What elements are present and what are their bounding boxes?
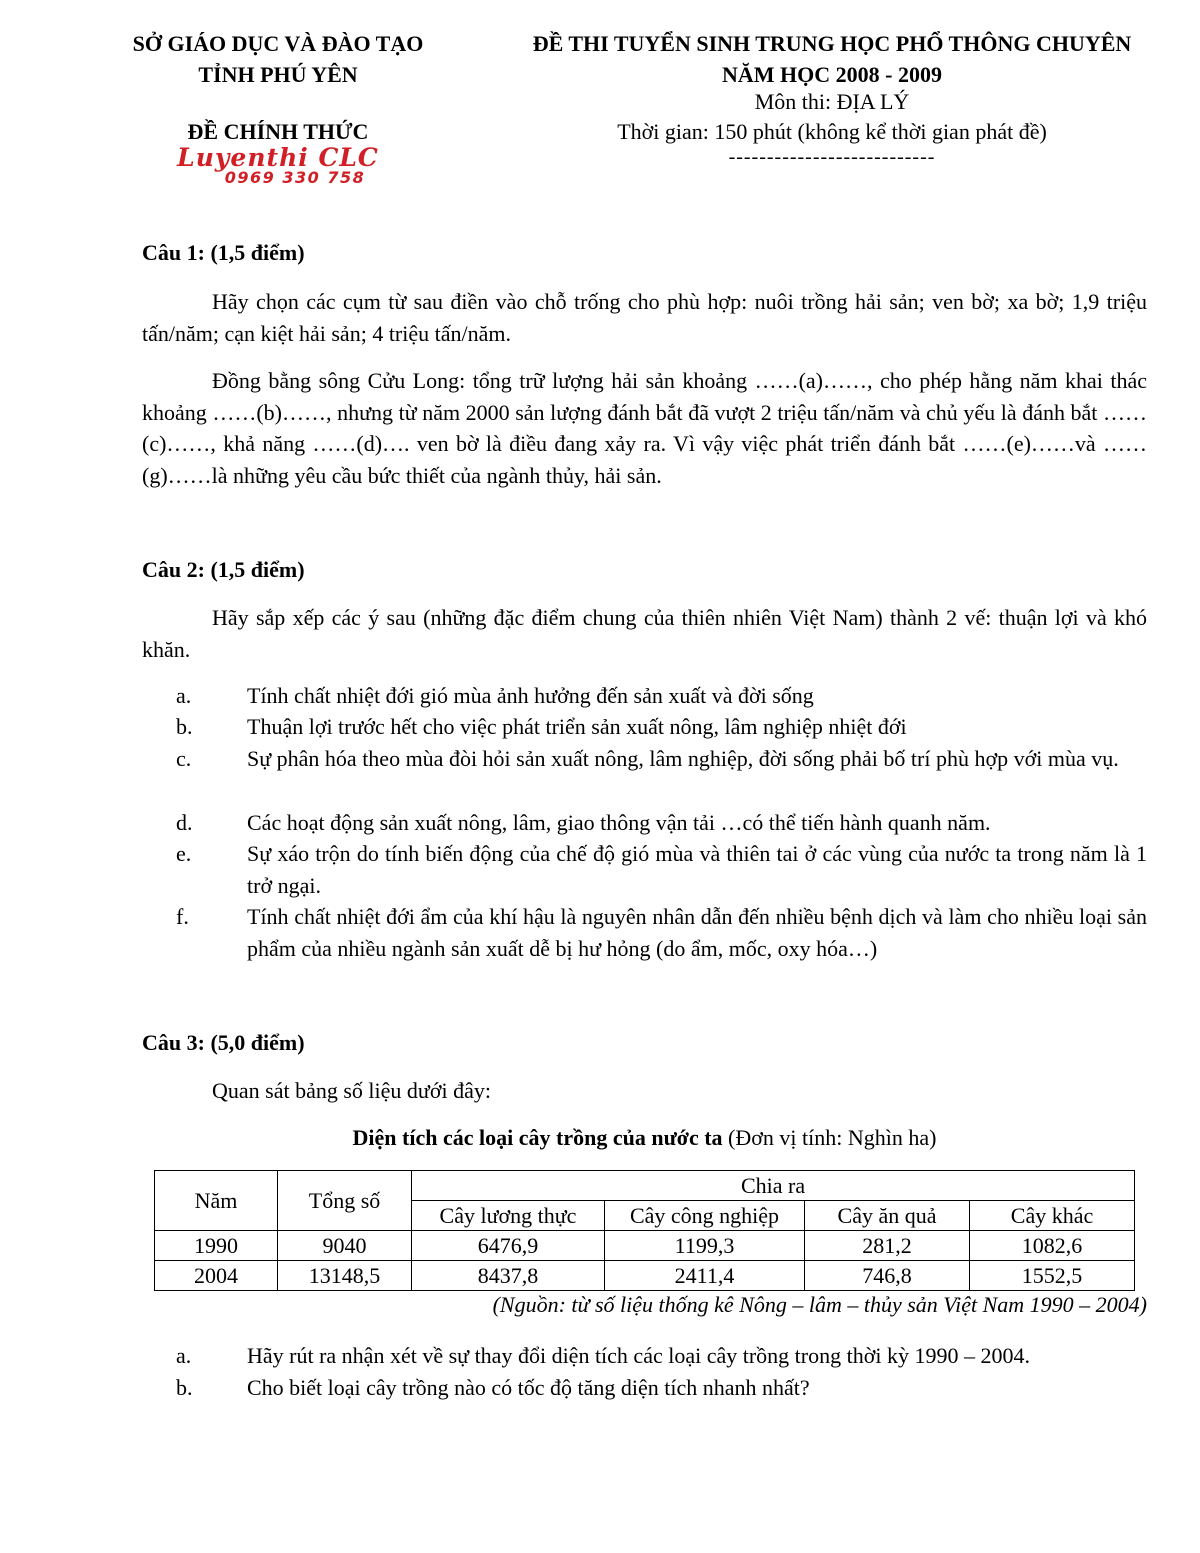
item-text: Thuận lợi trước hết cho việc phát triển sản xuất nông, lâm nghiệp nhiệt đới	[247, 714, 907, 739]
question-2-title: Câu 2: (1,5 điểm)	[142, 557, 305, 582]
item-label: b.	[176, 1375, 193, 1400]
table-cell: 1199,3	[605, 1231, 805, 1261]
question-2-instruction	[142, 602, 1147, 665]
item-label: a.	[176, 683, 192, 708]
item-label: e.	[176, 841, 192, 866]
item-label: d.	[176, 810, 193, 835]
table-row	[155, 1231, 1135, 1261]
item-text: Tính chất nhiệt đới ẩm của khí hậu là nguyên nhân dẫn đến nhiều bệnh dịch và làm cho nhiều loại sản phẩm của nhiều ngành sản xuất dễ bị hư hỏng (do ẩm, mốc, oxy hóa…)	[247, 904, 1147, 961]
table-cell: 1082,6	[970, 1231, 1135, 1261]
crop-area-table	[154, 1170, 1135, 1291]
question-1-title: Câu 1: (1,5 điểm)	[142, 240, 305, 265]
table-caption-title: Diện tích các loại cây trồng của nước ta	[352, 1125, 723, 1150]
item-text: Các hoạt động sản xuất nông, lâm, giao thông vận tải …có thể tiến hành quanh năm.	[247, 810, 991, 835]
column-group-header: Chia ra	[412, 1171, 1135, 1201]
column-header-year: Năm	[155, 1171, 278, 1231]
table-cell: 281,2	[805, 1231, 970, 1261]
header-divider: ---------------------------	[728, 146, 936, 168]
table-cell: 1990	[155, 1231, 278, 1261]
item-text: Sự phân hóa theo mùa đòi hỏi sản xuất nông, lâm nghiệp, đời sống phải bố trí phù hợp với mùa vụ.	[247, 746, 1119, 771]
school-year: NĂM HỌC 2008 - 2009	[722, 62, 942, 87]
item-label: b.	[176, 714, 193, 739]
question-3-instruction: Quan sát bảng số liệu dưới đây:	[212, 1078, 491, 1103]
question-3-title: Câu 3: (5,0 điểm)	[142, 1030, 305, 1055]
exam-subject: Môn thi: ĐỊA LÝ	[754, 89, 910, 114]
column-header-fruit-trees: Cây ăn quả	[805, 1201, 970, 1231]
item-label: f.	[176, 904, 189, 929]
table-cell: 1552,5	[970, 1261, 1135, 1291]
question-1-passage	[142, 365, 1147, 491]
item-text: Sự xáo trộn do tính biến động của chế độ gió mùa và thiên tai ở các vùng của nước ta trong năm là 1 trở ngại.	[247, 841, 1147, 898]
question-1-instruction-text: Hãy chọn các cụm từ sau điền vào chỗ trống cho phù hợp: nuôi trồng hải sản; ven bờ; xa bờ; 1,9 triệu tấn/năm; cạn kiệt hải sản; 4 triệu tấn/năm.	[142, 289, 1147, 346]
logo-phone: 0969 330 758	[224, 168, 366, 187]
column-header-total: Tổng số	[278, 1171, 412, 1231]
table-cell: 13148,5	[278, 1261, 412, 1291]
item-text: Tính chất nhiệt đới gió mùa ảnh hưởng đến sản xuất và đời sống	[247, 683, 814, 708]
table-header-row	[155, 1171, 1135, 1201]
exam-title: ĐỀ THI TUYỂN SINH TRUNG HỌC PHỔ THÔNG CHUYÊN	[532, 31, 1132, 56]
table-caption-unit: (Đơn vị tính: Nghìn ha)	[722, 1125, 937, 1150]
item-text: Hãy rút ra nhận xét về sự thay đổi diện tích các loại cây trồng trong thời kỳ 1990 – 2004.	[247, 1343, 1030, 1368]
column-header-other-crops: Cây khác	[970, 1201, 1135, 1231]
table-cell: 6476,9	[412, 1231, 605, 1261]
column-header-food-crops: Cây lương thực	[412, 1201, 605, 1231]
question-1-passage-text: Đồng bằng sông Cửu Long: tổng trữ lượng hải sản khoảng ……(a)……, cho phép hằng năm khai thác khoảng ……(b)……, nhưng từ năm 2000 sản lượng đánh bắt đã vượt 2 triệu tấn/năm và chủ yếu là đánh bắt ……(c)……, khả năng ……(d)…. ven bờ là điều đang xảy ra. Vì vậy việc phát triển đánh bắt ……(e)……và ……(g)……là những yêu cầu bức thiết của ngành thủy, hải sản.	[142, 368, 1147, 488]
item-text: Cho biết loại cây trồng nào có tốc độ tăng diện tích nhanh nhất?	[247, 1375, 810, 1400]
table-cell: 8437,8	[412, 1261, 605, 1291]
table-row	[155, 1261, 1135, 1291]
table-caption	[142, 1122, 1147, 1154]
table-cell: 2411,4	[605, 1261, 805, 1291]
header-left-province: TỈNH PHÚ YÊN	[198, 62, 358, 87]
exam-time: Thời gian: 150 phút (không kể thời gian phát đề)	[617, 119, 1047, 144]
table-source: (Nguồn: từ số liệu thống kê Nông – lâm – thủy sản Việt Nam 1990 – 2004)	[492, 1292, 1147, 1317]
table-cell: 746,8	[805, 1261, 970, 1291]
item-label: a.	[176, 1343, 192, 1368]
logo-name: Luyenthi CLC	[177, 143, 379, 172]
item-label: c.	[176, 746, 192, 771]
official-label: ĐỀ CHÍNH THỨC	[187, 119, 369, 144]
question-1-instruction	[142, 286, 1147, 349]
question-2-instruction-text: Hãy sắp xếp các ý sau (những đặc điểm chung của thiên nhiên Việt Nam) thành 2 vế: thuận lợi và khó khăn.	[142, 605, 1147, 662]
table-cell: 9040	[278, 1231, 412, 1261]
header-left-department: SỞ GIÁO DỤC VÀ ĐÀO TẠO	[132, 31, 424, 56]
table-cell: 2004	[155, 1261, 278, 1291]
column-header-industrial-crops: Cây công nghiệp	[605, 1201, 805, 1231]
